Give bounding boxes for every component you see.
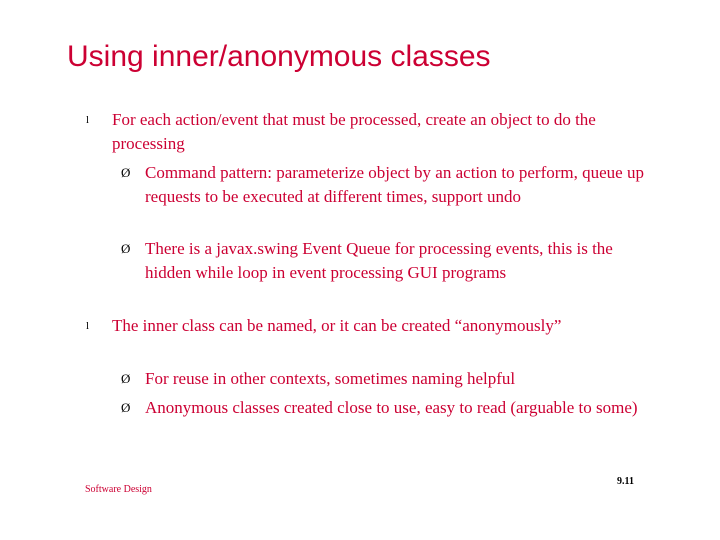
sub-bullet-text: For reuse in other contexts, sometimes naming helpful [145, 369, 516, 388]
arrow-bullet-icon: Ø [121, 400, 131, 415]
sub-bullet-text: There is a javax.swing Event Queue for processing events, this is the hidden while loop in event processing GUI programs [145, 239, 613, 282]
footer-page-number: 9.11 [617, 476, 634, 487]
bullet-icon: l [86, 114, 90, 126]
bullet-icon: l [86, 320, 90, 332]
sub-bullet-text: Command pattern: parameterize object by an action to perform, queue up requests to be executed at different times, support undo [145, 163, 644, 206]
footer-course-name: Software Design [85, 484, 152, 495]
sub-bullet-item [121, 237, 645, 285]
bullet-item [86, 314, 657, 338]
bullet-item [86, 108, 657, 156]
bullet-text: The inner class can be named, or it can be created “anonymously” [112, 316, 562, 335]
bullet-text: For each action/event that must be processed, create an object to do the processing [112, 110, 596, 153]
slide-title: Using inner/anonymous classes [67, 40, 491, 73]
sub-bullet-item [121, 396, 645, 420]
arrow-bullet-icon: Ø [121, 165, 131, 180]
sub-bullet-text: Anonymous classes created close to use, easy to read (arguable to some) [145, 398, 638, 417]
sub-bullet-item [121, 161, 645, 209]
arrow-bullet-icon: Ø [121, 371, 131, 386]
arrow-bullet-icon: Ø [121, 241, 131, 256]
sub-bullet-item [121, 367, 645, 391]
